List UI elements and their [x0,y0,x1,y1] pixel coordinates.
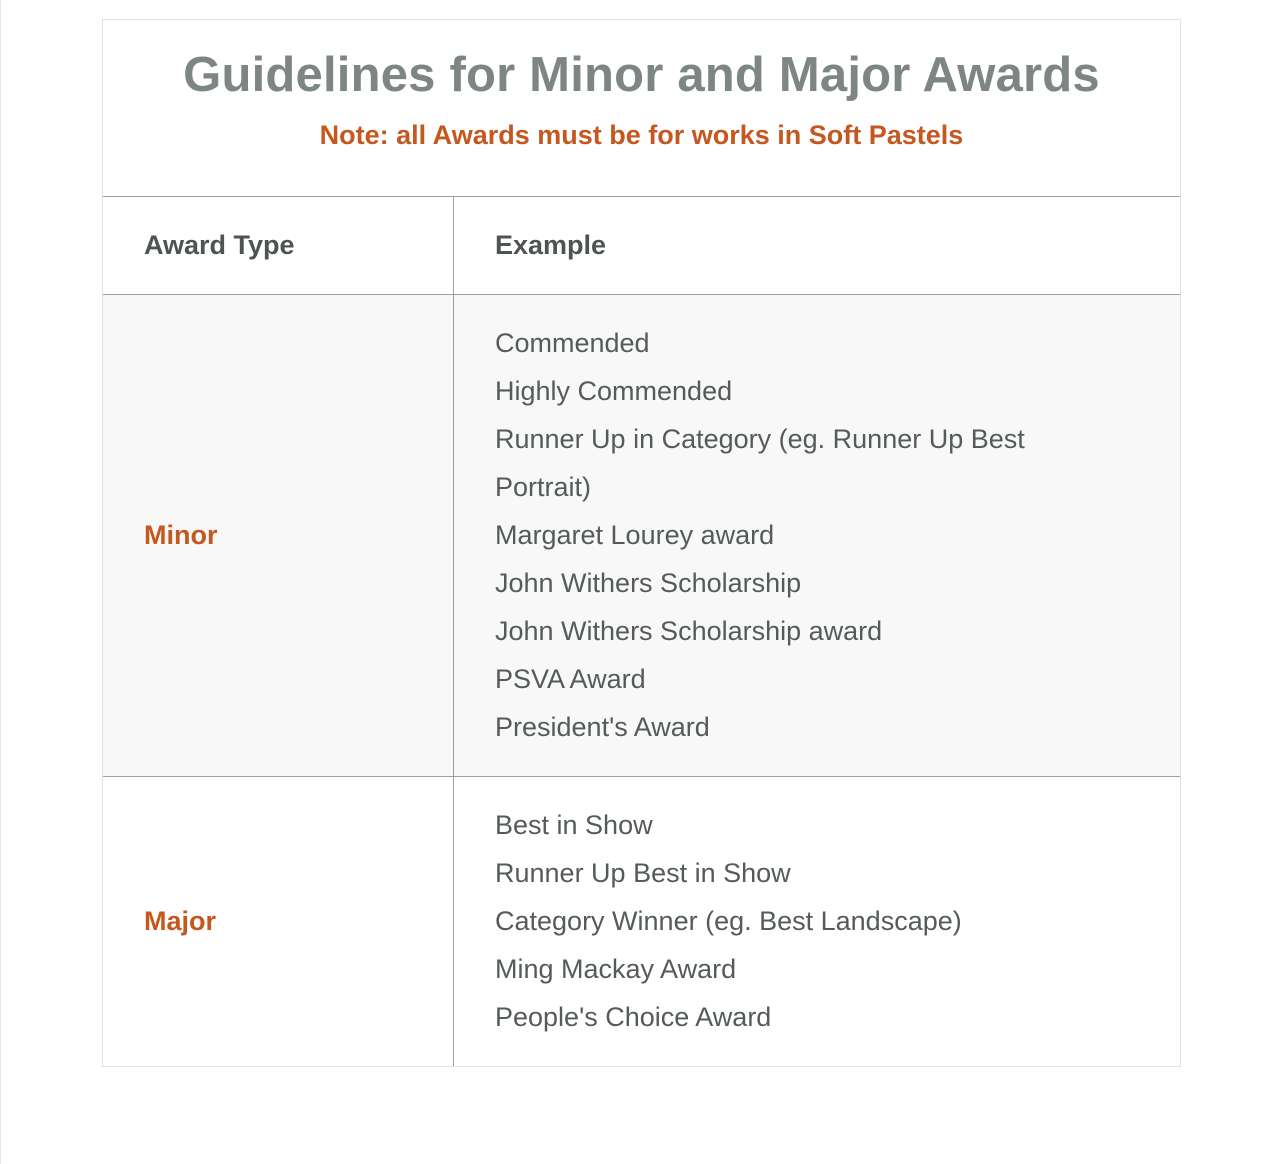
list-item: People's Choice Award [495,1002,772,1032]
list-item: Ming Mackay Award [495,954,737,984]
awards-guidelines-card [102,19,1181,1067]
list-item: Best in Show [495,810,653,840]
list-item: Commended [495,328,650,358]
list-item: John Withers Scholarship award [495,616,883,646]
list-item: PSVA Award [495,664,646,694]
list-item: Runner Up Best in Show [495,858,791,888]
award-type-major: Major [103,777,454,1066]
page-left-border [0,0,1,1164]
header-award-type: Award Type [103,197,454,295]
awards-table [103,197,1180,1066]
list-item: Runner Up in Category (eg. Runner Up Best Portrait) [495,424,1025,502]
header-example: Example [454,197,1180,295]
note-text: Note: all Awards must be for works in Soft Pastels [319,120,964,150]
list-item: President's Award [495,712,710,742]
card-header [103,20,1180,197]
list-item: Margaret Lourey award [495,520,775,550]
list-item: Highly Commended [495,376,733,406]
examples-cell-minor [454,295,1180,777]
list-item: John Withers Scholarship [495,568,802,598]
list-item: Category Winner (eg. Best Landscape) [495,906,962,936]
examples-list-minor [495,295,1180,751]
award-type-minor: Minor [103,295,454,777]
examples-cell-major [454,777,1180,1066]
examples-list-major [495,777,1180,1041]
page-title: Guidelines for Minor and Major Awards [183,48,1100,102]
